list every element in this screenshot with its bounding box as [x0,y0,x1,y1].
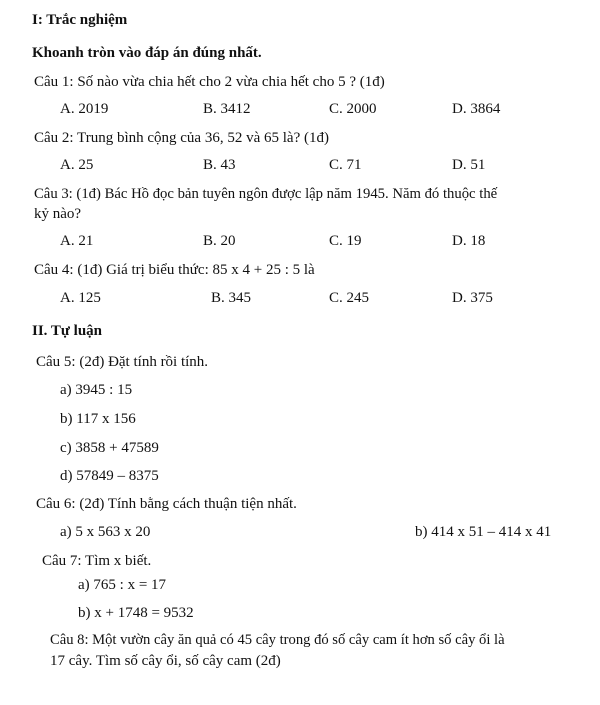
section1-title: I: Trắc nghiệm [32,12,128,28]
section1-instruction: Khoanh tròn vào đáp án đúng nhất. [32,45,262,61]
q5-item-b: b) 117 x 156 [60,411,136,427]
q4-option-a: A. 125 [60,290,101,306]
question-4-prompt: Câu 4: (1đ) Giá trị biểu thức: 85 x 4 + 25 : 5 là [34,262,315,278]
q4-option-c: C. 245 [329,290,370,306]
question-6-prompt: Câu 6: (2đ) Tính bằng cách thuận tiện nhất. [36,496,297,512]
q5-item-c: c) 3858 + 47589 [60,440,159,456]
question-3-prompt-line2: kỷ nào? [34,206,82,222]
q2-option-c: C. 71 [329,157,362,173]
q3-option-c: C. 19 [329,233,362,249]
q1-option-b: B. 3412 [203,101,251,117]
question-2-prompt: Câu 2: Trung bình cộng của 36, 52 và 65 là? (1đ) [34,130,329,146]
q1-option-d: D. 3864 [452,101,501,117]
q2-option-d: D. 51 [452,157,486,173]
q3-option-a: A. 21 [60,233,94,249]
question-1-prompt: Câu 1: Số nào vừa chia hết cho 2 vừa chia hết cho 5 ? (1đ) [34,74,385,90]
question-8-line2: 17 cây. Tìm số cây ổi, số cây cam (2đ) [50,653,281,669]
q5-item-d: d) 57849 – 8375 [60,468,159,484]
q1-option-a: A. 2019 [60,101,109,117]
q7-item-a: a) 765 : x = 17 [78,577,167,593]
section2-title: II. Tự luận [32,323,103,339]
q4-option-d: D. 375 [452,290,493,306]
q5-item-a: a) 3945 : 15 [60,382,133,398]
q3-option-b: B. 20 [203,233,236,249]
q7-item-b: b) x + 1748 = 9532 [78,605,194,621]
q6-item-a: a) 5 x 563 x 20 [60,524,151,540]
q3-option-d: D. 18 [452,233,486,249]
q2-option-a: A. 25 [60,157,94,173]
question-5-prompt: Câu 5: (2đ) Đặt tính rồi tính. [36,354,209,370]
q4-option-b: B. 345 [211,290,252,306]
question-8-line1: Câu 8: Một vườn cây ăn quả có 45 cây trong đó số cây cam ít hơn số cây ổi là [50,632,505,648]
question-7-prompt: Câu 7: Tìm x biết. [42,553,152,569]
q1-option-c: C. 2000 [329,101,377,117]
q6-item-b: b) 414 x 51 – 414 x 41 [415,524,552,540]
q2-option-b: B. 43 [203,157,236,173]
question-3-prompt-line1: Câu 3: (1đ) Bác Hồ đọc bản tuyên ngôn được lập năm 1945. Năm đó thuộc thế [34,186,498,202]
